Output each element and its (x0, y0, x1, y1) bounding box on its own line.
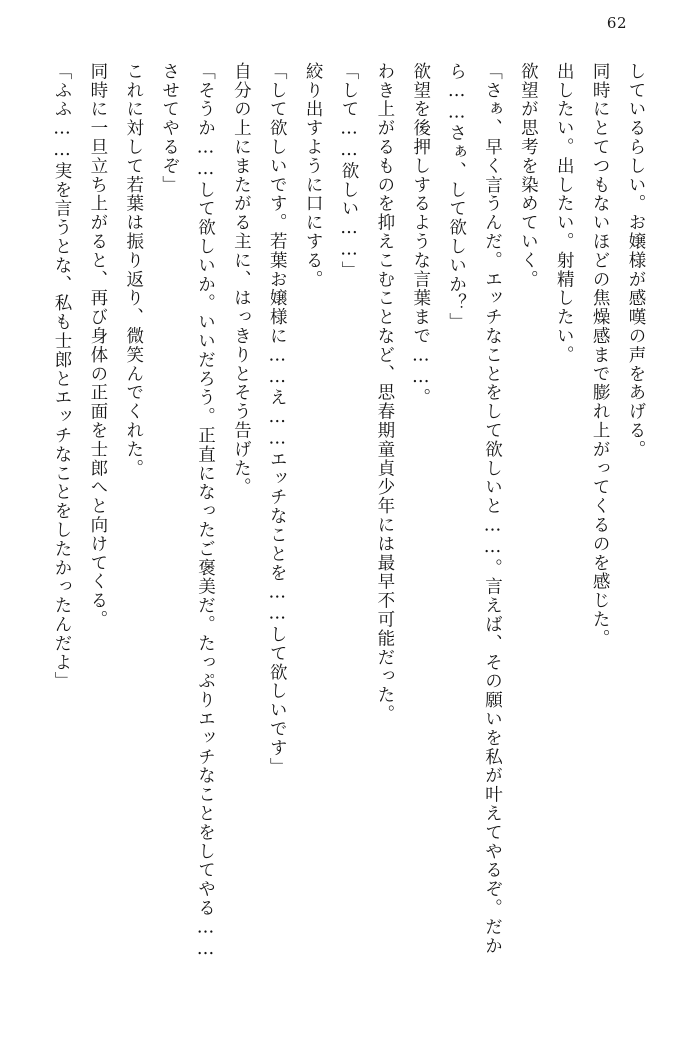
body-text (40, 62, 653, 962)
paragraph: 欲望が思考を染めていく。 (518, 62, 539, 289)
paragraph: 「さぁ、早く言うんだ。エッチなことをして欲しいと……。言えば、その願いを私が叶えてやるぞ。だから……さぁ、して欲しいか？」 (446, 62, 503, 956)
paragraph: 「そうか……して欲しいか。いいだろう。正直になったご褒美だ。たっぷりエッチなことをしてやる……させてやるぞ」 (159, 62, 216, 961)
paragraph: わき上がるものを抑えこむことなど、思春期童貞少年には最早不可能だった。 (374, 62, 395, 724)
paragraph: 「して欲しいです。若葉お嬢様に……え……エッチなことを……して欲しいです」 (267, 62, 288, 777)
paragraph: 「して……欲しい……」 (339, 62, 359, 280)
paragraph: 同時にとてつもないほどの焦燥感まで膨れ上がってくるのを感じた。 (590, 62, 611, 648)
paragraph: 絞り出すように口にする。 (303, 62, 324, 289)
paragraph: 同時に一旦立ち上がると、再び身体の正面を士郎へと向けてくる。 (87, 62, 108, 629)
paragraph: 欲望を後押しするような言葉まで……。 (410, 62, 431, 408)
paragraph: 出したい。出したい。射精したい。 (554, 62, 575, 365)
paragraph: 「ふふ……実を言うとな、私も士郎とエッチなことをしたかったんだよ」 (52, 62, 72, 691)
paragraph: 自分の上にまたがる主に、はっきりとそう告げた。 (231, 62, 252, 497)
page-number: 62 (606, 14, 627, 32)
paragraph: しているらしい。お嬢様が感嘆の声をあげる。 (626, 62, 646, 459)
paragraph: これに対して若葉は振り返り、微笑んでくれた。 (123, 62, 144, 478)
